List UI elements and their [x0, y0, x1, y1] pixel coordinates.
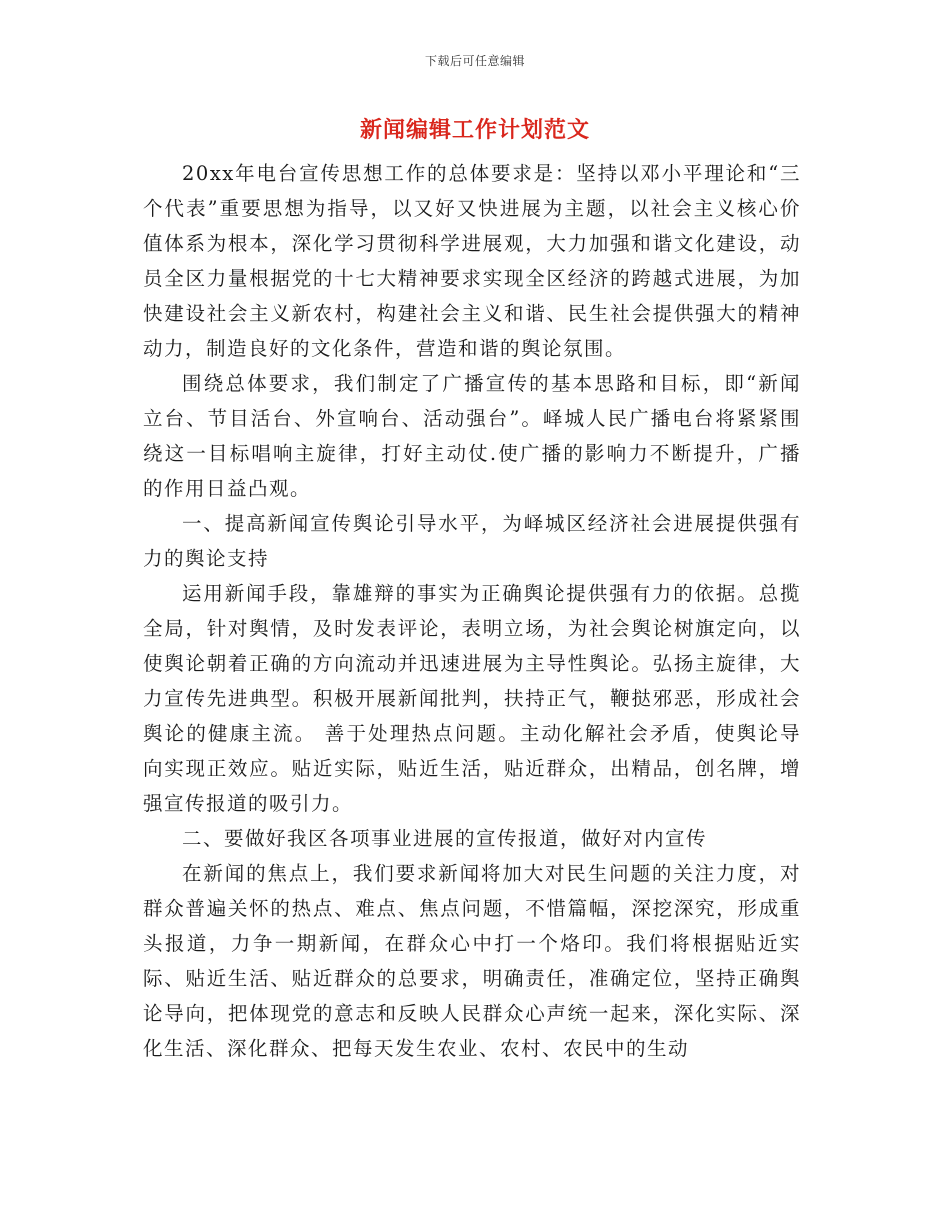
paragraph-intro: 20xx年电台宣传思想工作的总体要求是：坚持以邓小平理论和“三个代表”重要思想为指导，以又好又快进展为主题，以社会主义核心价值体系为根本，深化学习贯彻科学进展观，大力加强和谐文化建设，动员全区力量根据党的十七大精神要求实现全区经济的跨越式进展，为加快建设社会主义新农村，构建社会主义和谐、民生社会提供强大的精神动力，制造良好的文化条件，营造和谐的舆论氛围。	[143, 162, 801, 360]
document-title: 新闻编辑工作计划范文	[359, 117, 590, 143]
document-body	[143, 156, 801, 1066]
page-header-note: 下载后可任意编辑	[424, 54, 525, 68]
section-heading-2: 二、要做好我区各项事业进展的宣传报道，做好对内宣传	[182, 827, 708, 850]
paragraph-section-2: 在新闻的焦点上，我们要求新闻将加大对民生问题的关注力度，对群众普遍关怀的热点、难点、焦点问题，不惜篇幅，深挖深究，形成重头报道，力争一期新闻，在群众心中打一个烙印。我们将根据贴近实际、贴近生活、贴近群众的总要求，明确责任，准确定位，坚持正确舆论导向，把体现党的意志和反映人民群众心声统一起来，深化实际、深化生活、深化群众、把每天发生农业、农村、农民中的生动	[143, 862, 801, 1060]
paragraph-section-1: 运用新闻手段，靠雄辩的事实为正确舆论提供强有力的依据。总揽全局，针对舆情，及时发表评论，表明立场，为社会舆论树旗定向，以使舆论朝着正确的方向流动并迅速进展为主导性舆论。弘扬主旋律，大力宣传先进典型。积极开展新闻批判，扶持正气，鞭挞邪恶，形成社会舆论的健康主流。 善于处理热点问题。主动化解社会矛盾，使舆论导向实现正效应。贴近实际，贴近生活，贴近群众，出精品，创名牌，增强宣传报道的吸引力。	[143, 582, 801, 815]
section-heading-1: 一、提高新闻宣传舆论引导水平，为峄城区经济社会进展提供强有力的舆论支持	[143, 512, 801, 570]
paragraph-goals: 围绕总体要求，我们制定了广播宣传的基本思路和目标，即“新闻立台、节目活台、外宣响台、活动强台”。峄城人民广播电台将紧紧围绕这一目标唱响主旋律，打好主动仗.使广播的影响力不断提升，广播的作用日益凸观。	[143, 372, 801, 500]
